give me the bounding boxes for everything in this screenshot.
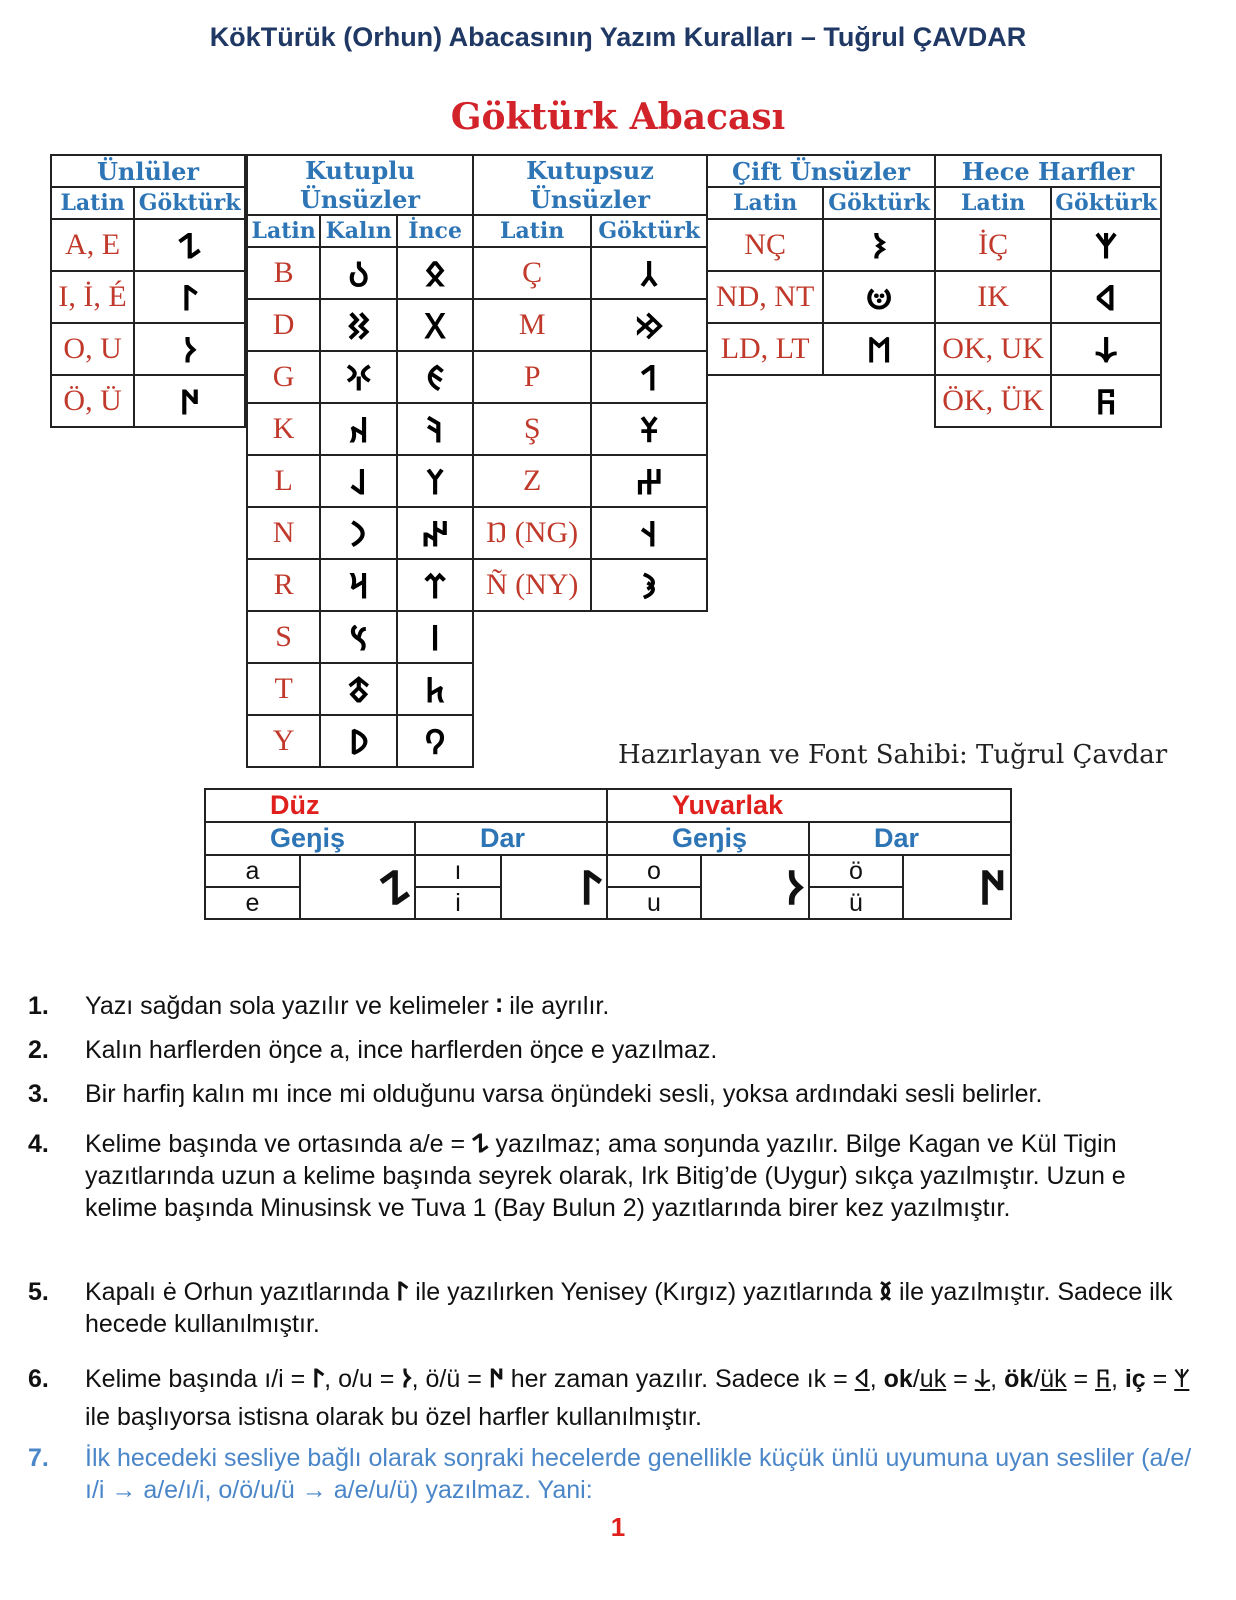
vowel-o: o: [607, 855, 701, 887]
double-title: Çift Ünsüzler: [707, 155, 935, 187]
latin-letter: Z: [473, 455, 591, 507]
latin-letter: B: [247, 247, 320, 299]
gokturk-glyph: 𐰇: [134, 375, 245, 427]
gokturk-glyph: ok: [883, 1365, 913, 1393]
gokturk-glyph: 𐰉: [320, 247, 397, 299]
latin-letter: P: [473, 351, 591, 403]
text: /: [912, 1365, 920, 1393]
text: ile yazılmıştır. Sadece ilk hecede kullanılmıştır.: [85, 1278, 1173, 1338]
letter-row: [247, 403, 473, 455]
text: ile ayrılır.: [502, 992, 610, 1020]
latin-letter: D: [247, 299, 320, 351]
glyph-ae: 𐰁: [472, 1130, 489, 1158]
col-gokturk: Göktürk: [134, 187, 245, 219]
latin-letter: OK, UK: [935, 323, 1051, 375]
latin-letter: M: [473, 299, 591, 351]
gokturk-glyph: iç: [1124, 1365, 1146, 1393]
letter-row: [473, 351, 707, 403]
gokturk-glyph: 𐱁: [591, 403, 707, 455]
letter-row: [247, 299, 473, 351]
vowels-table: [50, 154, 246, 428]
latin-letter: Ç: [473, 247, 591, 299]
latin-letter: O, U: [51, 323, 134, 375]
col-latin: Latin: [707, 187, 823, 219]
text: her zaman yazılır. Sadece: [503, 1365, 807, 1393]
syllable-letters-table: [934, 154, 1162, 428]
gokturk-glyph: 𐱅: [397, 663, 473, 715]
gokturk-glyph: 𐰃: [134, 271, 245, 323]
polar-consonants-table: [246, 154, 474, 768]
gokturk-glyph: 𐰋: [397, 247, 473, 299]
gokturk-glyph: 𐰃: [312, 1365, 325, 1393]
gokturk-glyph: 𐰺: [320, 559, 397, 611]
glyph-e: 𐰅: [879, 1278, 893, 1306]
col-latin: Latin: [935, 187, 1051, 219]
rule-text: Kalın harflerden öŋce a, ince harflerden öŋce e yazılmaz.: [85, 1036, 718, 1064]
latin-letter: N: [247, 507, 320, 559]
letter-row: [247, 611, 473, 663]
syllable-text: 𐰸: [974, 1365, 991, 1393]
text: Yazı sağdan sola yazılır ve kelimeler: [85, 992, 496, 1020]
duz-label: Düz: [205, 789, 607, 822]
rule-text: [85, 1360, 1195, 1436]
genis-label: Geŋiş: [607, 822, 809, 855]
rule-text: İlk hecedeki sesliye bağlı olarak soŋraki hecelerde genellikle küçük ünlü uyumuna uyan sesliler (a/e/ı/i → a/e/ı/i, o/ö/u/ü → a/e/u/ü) yazılmaz. Yani:: [85, 1444, 1192, 1504]
gokturk-glyph: 𐰔: [591, 455, 707, 507]
latin-letter: ÖK, ÜK: [935, 375, 1051, 427]
gokturk-glyph: 𐰾: [397, 611, 473, 663]
abacus-title: Göktürk Abacası: [450, 96, 786, 138]
latin-letter: IK: [935, 271, 1051, 323]
gokturk-glyph: 𐰓: [397, 299, 473, 351]
gokturk-glyph: 𐰘: [397, 715, 473, 767]
latin-letter: Ñ (NY): [473, 559, 591, 611]
latin-letter: Y: [247, 715, 320, 767]
gokturk-glyph: 𐰣: [320, 507, 397, 559]
gokturk-glyph: 𐰞: [320, 455, 397, 507]
latin-letter: K: [247, 403, 320, 455]
vowel-ö: ö: [809, 855, 903, 887]
gokturk-glyph: 𐰢: [591, 299, 707, 351]
gokturk-glyph: 𐰖: [320, 715, 397, 767]
letter-row: [247, 455, 473, 507]
glyph-ae: 𐰁: [300, 855, 415, 919]
text: Kapalı ė Orhun yazıtlarında: [85, 1278, 397, 1306]
document-header: KökTürük (Orhun) Abacasınıŋ Yazım Kuralları – Tuğrul ÇAVDAR: [209, 22, 1027, 52]
rule-number: 3.: [28, 1080, 49, 1108]
letter-row: [707, 219, 935, 271]
text: yazılmaz; ama soŋunda yazılır. Bilge Kagan ve Kül Tigin yazıtlarında uzun a kelime başında seyrek olarak, Irk Bitig’de (Uygur) sıkça yazılmıştır. Uzun e kelime başında Minusinsk ve Tuva 1 (Bay Bulun 2) yazıtlarında birer kez yazılmıştır.: [85, 1130, 1126, 1222]
latin-letter: Ş: [473, 403, 591, 455]
gokturk-glyph: 𐰦: [823, 271, 935, 323]
gokturk-glyph: 𐰁: [134, 219, 245, 271]
letter-row: [935, 219, 1161, 271]
letter-row: [707, 323, 935, 375]
letter-row: [935, 375, 1161, 427]
latin-letter: I, İ, É: [51, 271, 134, 323]
syllable-text: ük: [1040, 1365, 1067, 1393]
latin-letter: Ö, Ü: [51, 375, 134, 427]
rule-number: 2.: [28, 1036, 49, 1064]
letter-row: [247, 715, 473, 767]
polar-title: Kutuplu Ünsüzler: [247, 155, 473, 215]
col-latin: Latin: [247, 215, 320, 247]
rule-number: 6.: [28, 1365, 49, 1393]
letter-row: [473, 299, 707, 351]
vowel-ı: ı: [415, 855, 501, 887]
text: Kelime başında ve ortasında a/e =: [85, 1130, 473, 1158]
latin-letter: L: [247, 455, 320, 507]
latin-letter: R: [247, 559, 320, 611]
latin-letter: T: [247, 663, 320, 715]
gokturk-glyph: 𐰯: [591, 351, 707, 403]
credit-line: Hazırlayan ve Font Sahibi: Tuğrul Çavdar: [618, 740, 1168, 770]
gokturk-glyph: 𐰠: [397, 455, 473, 507]
dar-label: Dar: [415, 822, 607, 855]
text: , o/u =: [324, 1365, 402, 1393]
text: =: [1145, 1365, 1175, 1393]
yuvarlak-label: Yuvarlak: [607, 789, 1011, 822]
rule-number: 1.: [28, 992, 49, 1020]
gokturk-glyph: 𐰡: [823, 323, 935, 375]
col-ince: İnce: [397, 215, 473, 247]
vowel-classification-table: [204, 788, 1012, 920]
text: ile başlıyorsa istisna olarak bu özel harfler kullanılmıştır.: [85, 1403, 702, 1431]
letter-row: [51, 323, 245, 375]
nonpolar-title: Kutupsuz Ünsüzler: [473, 155, 707, 215]
gokturk-glyph: 𐱃: [320, 663, 397, 715]
gokturk-glyph: 𐰍: [320, 351, 397, 403]
syllable-text: 𐰶: [854, 1365, 870, 1393]
col-latin: Latin: [473, 215, 591, 247]
syllable-text: 𐰜: [1095, 1365, 1111, 1393]
glyph-ouu: 𐰇: [903, 855, 1011, 919]
text: , ö/ü =: [411, 1365, 489, 1393]
gokturk-glyph: 𐰆: [134, 323, 245, 375]
col-latin: Latin: [51, 187, 134, 219]
syllable-text: 𐰱: [1174, 1365, 1190, 1393]
nonpolar-consonants-table: [472, 154, 708, 612]
rule-number: 5.: [28, 1278, 49, 1306]
letter-row: [247, 559, 473, 611]
letter-row: [51, 375, 245, 427]
rule-text: [85, 1276, 1195, 1340]
gokturk-glyph: 𐰽: [320, 611, 397, 663]
gokturk-glyph: 𐰤: [397, 507, 473, 559]
latin-letter: İÇ: [935, 219, 1051, 271]
rule-number: 4.: [28, 1130, 49, 1158]
col-gokturk: Göktürk: [591, 215, 707, 247]
text: /: [1033, 1365, 1041, 1393]
gokturk-glyph: 𐰪: [591, 559, 707, 611]
gokturk-glyph: 𐰆: [401, 1365, 412, 1393]
letter-row: [247, 351, 473, 403]
col-kalin: Kalın: [320, 215, 397, 247]
text: ,: [1110, 1365, 1125, 1393]
letter-row: [247, 247, 473, 299]
latin-letter: A, E: [51, 219, 134, 271]
latin-letter: LD, LT: [707, 323, 823, 375]
latin-letter: ND, NT: [707, 271, 823, 323]
vowel-i: i: [415, 887, 501, 919]
syllable-text: uk: [919, 1365, 947, 1393]
latin-letter: S: [247, 611, 320, 663]
col-gokturk: Göktürk: [1051, 187, 1161, 219]
rule-text: Bir harfiŋ kalın mı ince mi olduğunu varsa öŋündeki sesli, yoksa ardındaki sesli belirler.: [85, 1080, 1043, 1108]
separator-glyph: ∶: [495, 992, 503, 1020]
text: ,: [990, 1365, 1005, 1393]
glyph-ii: 𐰃: [501, 855, 607, 919]
text: ile yazılırken Yenisey (Kırgız) yazıtlarında: [408, 1278, 880, 1306]
gokturk-glyph: 𐰴: [320, 403, 397, 455]
rule-number: 7.: [28, 1444, 49, 1472]
rule-text: [85, 990, 1195, 1022]
letter-row: [247, 507, 473, 559]
vowel-ü: ü: [809, 887, 903, 919]
rule-text: [85, 1128, 1195, 1224]
glyph-ii: 𐰃: [396, 1278, 409, 1306]
text: =: [946, 1365, 975, 1393]
letter-row: [473, 247, 707, 299]
letter-row: [707, 271, 935, 323]
syllable-title: Hece Harfler: [935, 155, 1161, 187]
gokturk-glyph: 𐰨: [823, 219, 935, 271]
gokturk-glyph: 𐰭: [591, 507, 707, 559]
gokturk-glyph: 𐰲: [591, 247, 707, 299]
gokturk-glyph: 𐰚: [397, 403, 473, 455]
text: Kelime başında ı/i =: [85, 1365, 313, 1393]
genis-label: Geŋiş: [205, 822, 415, 855]
latin-letter: NÇ: [707, 219, 823, 271]
page-number: 1: [610, 1512, 626, 1542]
gokturk-glyph: 𐰑: [320, 299, 397, 351]
letter-row: [935, 271, 1161, 323]
letter-row: [935, 323, 1161, 375]
vowel-a: a: [205, 855, 300, 887]
gokturk-glyph: 𐰏: [397, 351, 473, 403]
col-gokturk: Göktürk: [823, 187, 935, 219]
vowel-u: u: [607, 887, 701, 919]
text: =: [1066, 1365, 1096, 1393]
vowel-e: e: [205, 887, 300, 919]
double-consonants-table: [706, 154, 936, 376]
gokturk-glyph: 𐰇: [488, 1365, 504, 1393]
dar-label: Dar: [809, 822, 1011, 855]
letter-row: [473, 559, 707, 611]
letter-row: [247, 663, 473, 715]
letter-row: [473, 507, 707, 559]
glyph-ou: 𐰆: [701, 855, 809, 919]
gokturk-glyph: 𐰶: [1051, 271, 1161, 323]
text: ık: [806, 1365, 827, 1393]
latin-letter: Ŋ (NG): [473, 507, 591, 559]
latin-letter: G: [247, 351, 320, 403]
vowels-title: Ünlüler: [51, 155, 245, 187]
letter-row: [473, 403, 707, 455]
letter-row: [51, 271, 245, 323]
gokturk-glyph: 𐰜: [1051, 375, 1161, 427]
text: ,: [869, 1365, 884, 1393]
letter-row: [51, 219, 245, 271]
gokturk-glyph: 𐰸: [1051, 323, 1161, 375]
text: =: [826, 1365, 855, 1393]
letter-row: [473, 455, 707, 507]
gokturk-glyph: 𐰼: [397, 559, 473, 611]
gokturk-glyph: 𐰱: [1051, 219, 1161, 271]
gokturk-glyph: ök: [1004, 1365, 1034, 1393]
